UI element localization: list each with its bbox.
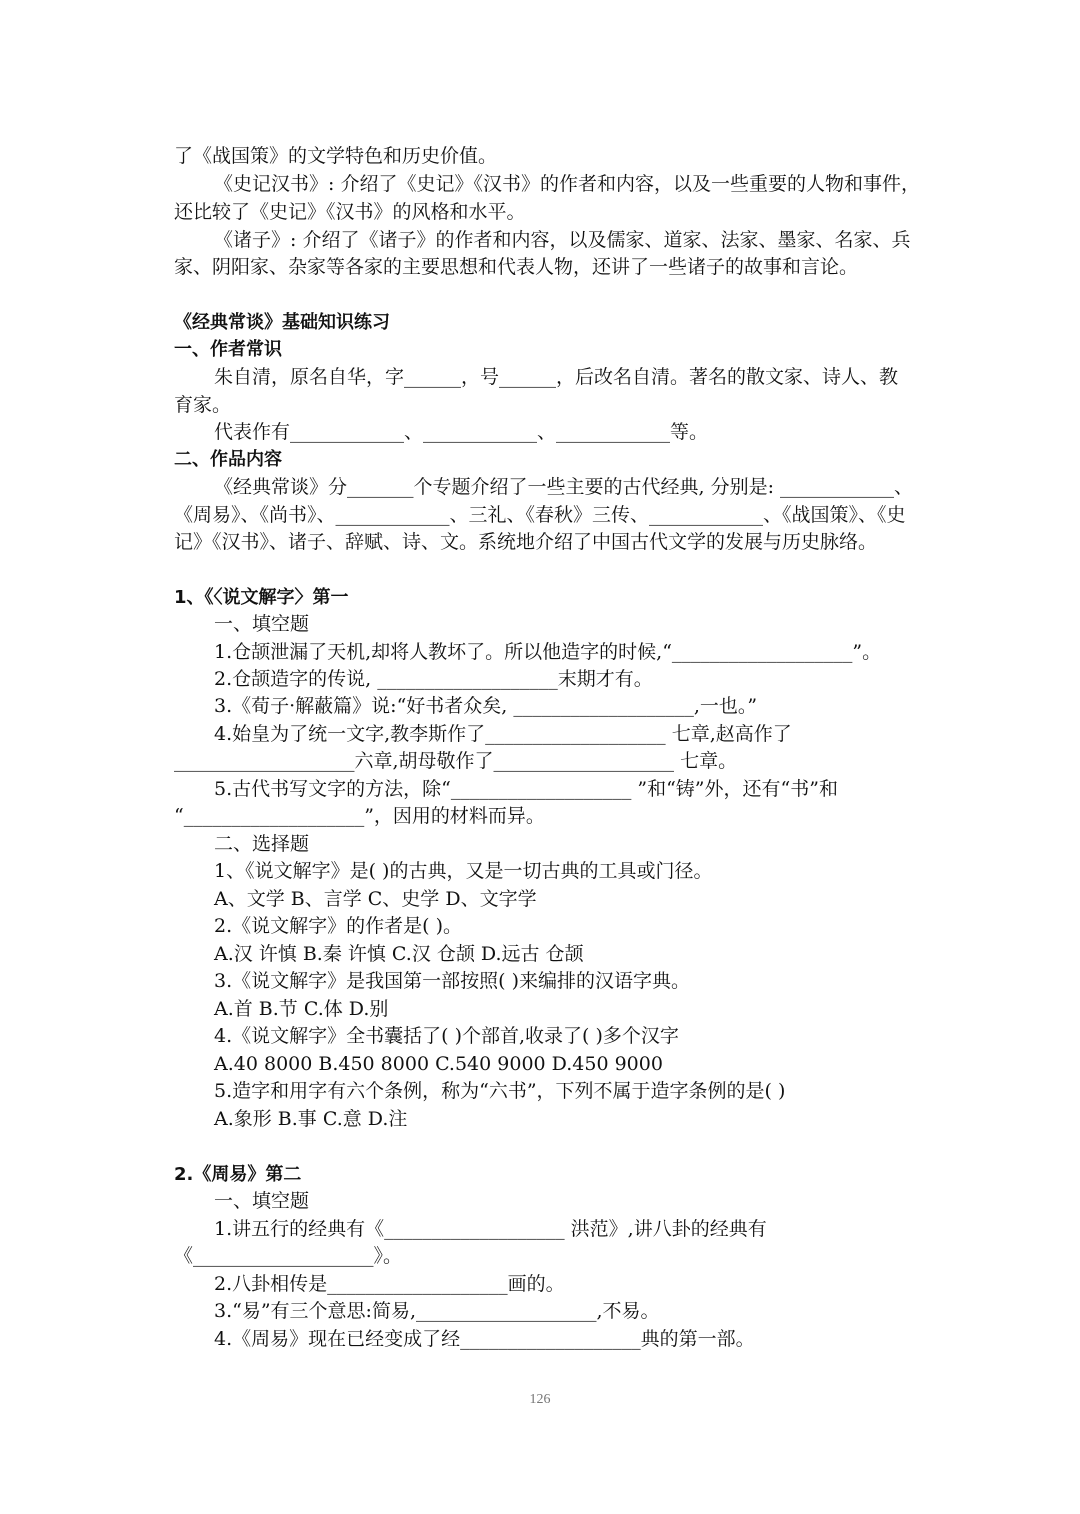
choice-q3-options: A.首 B.节 C.体 D.别: [214, 998, 389, 1020]
text-line-8: 朱自清，原名自华，字______，号______，后改名自清。著名的散文家、诗人、教: [214, 366, 899, 388]
question-2-2: 2.八卦相传是___________________画的。: [214, 1273, 565, 1295]
chapter-heading-1: 1、《〈说文解字〉第一: [174, 587, 349, 608]
question-2-3: 3.“易”有三个意思:简易,___________________,不易。: [214, 1300, 660, 1322]
subsection-fill-2: 一、填空题: [214, 1190, 310, 1212]
question-1-4: 4.始皇为了统一文字,教李斯作了___________________ 七章,赵高作了: [214, 723, 792, 745]
text-line-12: 《经典常谈》分_______个专题介绍了一些主要的古代经典, 分别是: ____________、: [214, 476, 914, 498]
text-line-4: 《诸子》: 介绍了《诸子》的作者和内容，以及儒家、道家、法家、墨家、名家、兵: [214, 229, 911, 251]
text-line-2: 《史记汉书》: 介绍了《史记》《汉书》的作者和内容，以及一些重要的人物和事件，: [214, 173, 920, 195]
choice-q2-options: A.汉 许慎 B.秦 许慎 C.汉 仓颉 D.远古 仓颉: [214, 943, 584, 965]
question-2-1: 1.讲五行的经典有《___________________ 洪范》,讲八卦的经典有: [214, 1218, 767, 1240]
text-line-13: 《周易》、《尚书》、____________、三礼、《春秋》三传、____________、《战国策》、《史: [174, 504, 906, 526]
page-number: 126: [529, 1392, 551, 1407]
choice-q4: 4.《说文解字》全书囊括了( )个部首,收录了( )多个汉字: [214, 1025, 679, 1047]
section-heading-2: 二、作品内容: [174, 449, 282, 470]
question-1-3: 3.《荀子·解蔽篇》说:“好书者众矣, ___________________,一也。”: [214, 695, 758, 717]
text-line-3: 还比较了《史记》《汉书》的风格和水平。: [174, 201, 526, 223]
question-1-2: 2.仓颉造字的传说, ___________________末期才有。: [214, 668, 653, 690]
chapter-heading-2: 2.《周易》第二: [174, 1164, 302, 1185]
text-line-5: 家、阴阳家、杂家等各家的主要思想和代表人物，还讲了一些诸子的故事和言论。: [174, 256, 859, 278]
choice-q4-options: A.40 8000 B.450 8000 C.540 9000 D.450 9000: [214, 1053, 663, 1075]
text-line-1: 了《战国策》的文学特色和历史价值。: [174, 145, 498, 167]
choice-q3: 3.《说文解字》是我国第一部按照( )来编排的汉语字典。: [214, 970, 690, 992]
text-line-9: 育家。: [174, 394, 232, 416]
question-1-1: 1.仓颉泄漏了天机,却将人教坏了。所以他造字的时候,“___________________”。: [214, 641, 882, 663]
choice-q1: 1、《说文解字》是( )的古典，又是一切古典的工具或门径。: [214, 860, 713, 882]
question-1-4-cont: ___________________六章,胡母敬作了___________________ 七章。: [174, 750, 738, 772]
subsection-fill: 一、填空题: [214, 613, 310, 635]
question-2-4: 4.《周易》现在已经变成了经___________________典的第一部。: [214, 1328, 755, 1350]
choice-q5-options: A.象形 B.事 C.意 D.注: [214, 1108, 408, 1130]
choice-q5: 5.造字和用字有六个条例，称为“六书”，下列不属于造字条例的是( ): [214, 1080, 786, 1102]
subsection-choice: 二、选择题: [214, 833, 310, 855]
exercise-title: 《经典常谈》基础知识练习: [174, 312, 390, 333]
question-1-5-cont: “___________________”，因用的材料而异。: [174, 805, 545, 827]
choice-q1-options: A、文学 B、言学 C、史学 D、文字学: [214, 888, 537, 910]
choice-q2: 2.《说文解字》的作者是( )。: [214, 915, 462, 937]
question-2-1-cont: 《___________________》。: [174, 1245, 403, 1267]
question-1-5: 5.古代书写文字的方法，除“___________________ ”和“铸”外，还有“书”和: [214, 778, 838, 800]
section-heading-1: 一、作者常识: [174, 339, 282, 360]
text-line-14: 记》《汉书》、诸子、辞赋、诗、文。系统地介绍了中国古代文学的发展与历史脉络。: [174, 531, 878, 553]
text-line-10: 代表作有____________、____________、____________等。: [214, 421, 709, 443]
